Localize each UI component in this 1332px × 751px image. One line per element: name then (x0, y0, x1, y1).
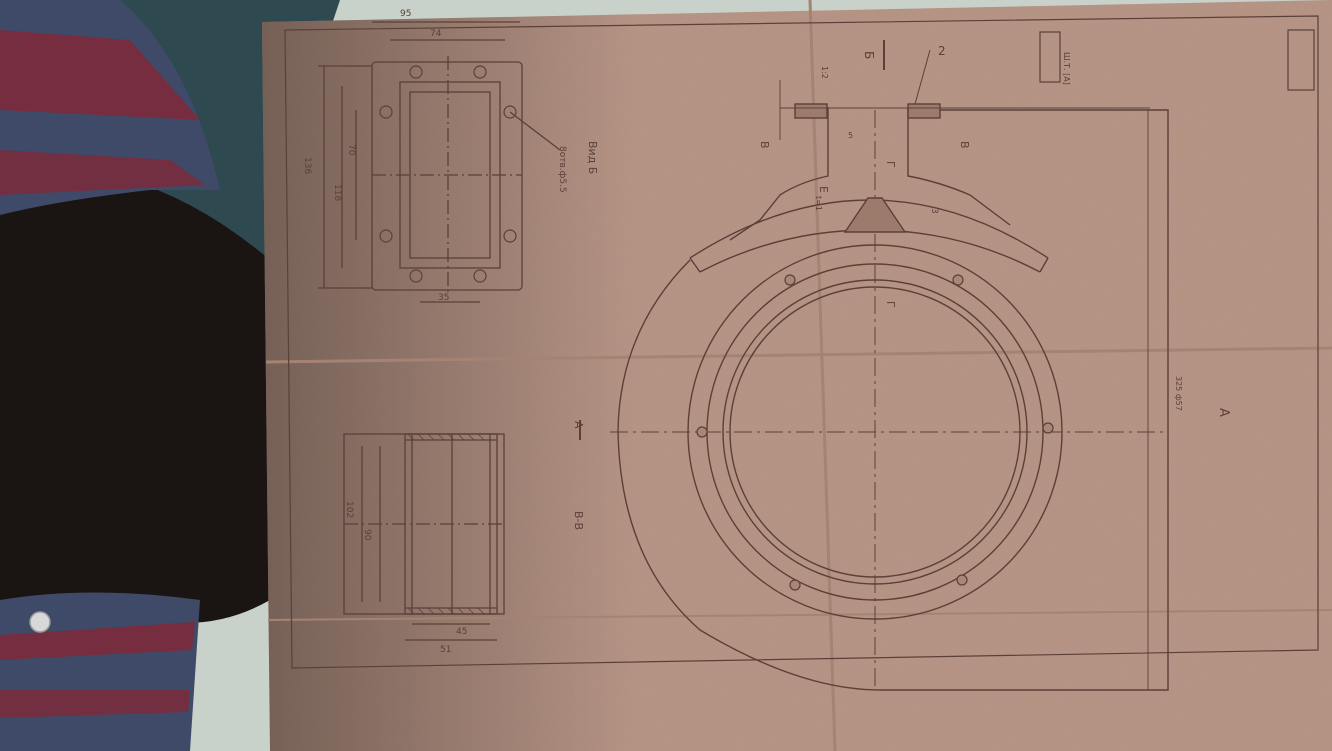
label-section-vv: В-В (572, 511, 585, 531)
label-section-v-left: В (758, 141, 771, 149)
dim-118: 118 (332, 184, 342, 202)
dim-74: 74 (430, 29, 442, 39)
mark-5: 5 (848, 131, 854, 140)
dim-102: 102 (344, 501, 354, 519)
label-section-g-top: Г (884, 161, 897, 168)
dim-35: 35 (438, 293, 450, 303)
part-number-2: 2 (938, 44, 946, 58)
mark-scale: 1:2 (820, 66, 829, 79)
mark-thickness: t=1 (814, 196, 823, 211)
label-section-b: Б (862, 51, 876, 60)
mark-3: 3 (929, 208, 939, 214)
dim-70: 70 (346, 144, 356, 156)
label-section-v-right: В (958, 141, 971, 149)
dim-90: 90 (362, 529, 372, 541)
diameter-note: 325 ф57 (1174, 376, 1183, 411)
shirt-button (30, 612, 50, 632)
dim-95: 95 (400, 9, 412, 19)
shirt-cuff-bottom (0, 593, 200, 751)
trousers (0, 167, 270, 623)
hole-callout: 8отв.ф5.5 (557, 146, 567, 193)
label-section-a-main: А (1216, 408, 1231, 417)
label-section-a: А (572, 421, 585, 429)
label-view-b: Вид Б (586, 141, 599, 175)
frame-mark: Ш.Т. [А] (1062, 52, 1071, 85)
dim-45: 45 (456, 627, 468, 637)
dim-136: 136 (302, 157, 312, 175)
label-section-g-mid: Г (884, 301, 897, 308)
dim-51: 51 (440, 645, 452, 655)
label-section-e: Е (817, 186, 830, 193)
